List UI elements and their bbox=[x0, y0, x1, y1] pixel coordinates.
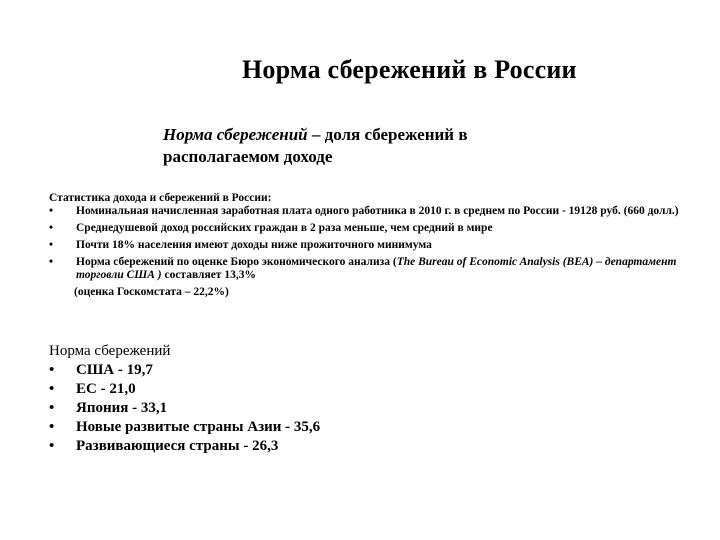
rate-item-text: США - 19,7 bbox=[76, 362, 153, 378]
definition-body: – доля сбережений в располагаемом доходе bbox=[163, 125, 468, 166]
bullet-icon: • bbox=[49, 362, 55, 378]
statistics-item-poverty bbox=[49, 239, 679, 252]
rate-item-text: Новые развитые страны Азии - 35,6 bbox=[76, 419, 321, 435]
rate-item-usa bbox=[49, 361, 449, 380]
rate-item-asia bbox=[49, 418, 449, 437]
statistics-goskomstat-note: (оценка Госкомстата – 22,2%) bbox=[74, 286, 229, 298]
statistics-item-income bbox=[49, 222, 679, 235]
statistics-item-bea: The Bureau of Economic Analysis (BEA) – департамент торговли США ) bbox=[76, 256, 677, 281]
bullet-icon: • bbox=[49, 381, 55, 397]
statistics-item-suffix: составляет 13,3% bbox=[161, 269, 256, 281]
bullet-icon: • bbox=[49, 419, 55, 435]
definition-text bbox=[163, 124, 563, 168]
rate-item-text: ЕС - 21,0 bbox=[76, 381, 136, 397]
rate-item-eu bbox=[49, 380, 449, 399]
savings-rates-list bbox=[49, 361, 449, 456]
statistics-heading: Статистика дохода и сбережений в России: bbox=[49, 192, 272, 204]
statistics-item-text: Номинальная начисленная заработная плата одного работника в 2010 г. в среднем по России - 19128 руб. (660 долл.) bbox=[76, 205, 679, 217]
savings-rates-heading: Норма сбережений bbox=[49, 343, 171, 359]
bullet-icon: • bbox=[49, 256, 54, 268]
statistics-list bbox=[49, 205, 679, 282]
rate-item-text: Япония - 33,1 bbox=[76, 400, 168, 416]
bullet-icon: • bbox=[49, 239, 54, 251]
statistics-item-wage bbox=[49, 205, 679, 218]
bullet-icon: • bbox=[49, 205, 54, 217]
rate-item-developing bbox=[49, 437, 449, 456]
statistics-item-prefix: Норма сбережений по оценке Бюро экономического анализа ( bbox=[76, 256, 397, 268]
statistics-block bbox=[49, 192, 679, 299]
rate-item-japan bbox=[49, 399, 449, 418]
slide-title: Норма сбережений в России bbox=[242, 55, 577, 84]
statistics-item-text: Среднедушевой доход российских граждан в 2 раза меньше, чем средний в мире bbox=[76, 222, 493, 234]
bullet-icon: • bbox=[49, 438, 55, 454]
bullet-icon: • bbox=[49, 400, 55, 416]
statistics-item-savings-rate bbox=[49, 256, 679, 282]
rate-item-text: Развивающиеся страны - 26,3 bbox=[76, 438, 279, 454]
definition-term: Норма сбережений bbox=[163, 125, 308, 144]
savings-rates-block bbox=[49, 342, 449, 456]
statistics-item-text: Почти 18% населения имеют доходы ниже прожиточного минимума bbox=[76, 239, 432, 251]
bullet-icon: • bbox=[49, 222, 54, 234]
